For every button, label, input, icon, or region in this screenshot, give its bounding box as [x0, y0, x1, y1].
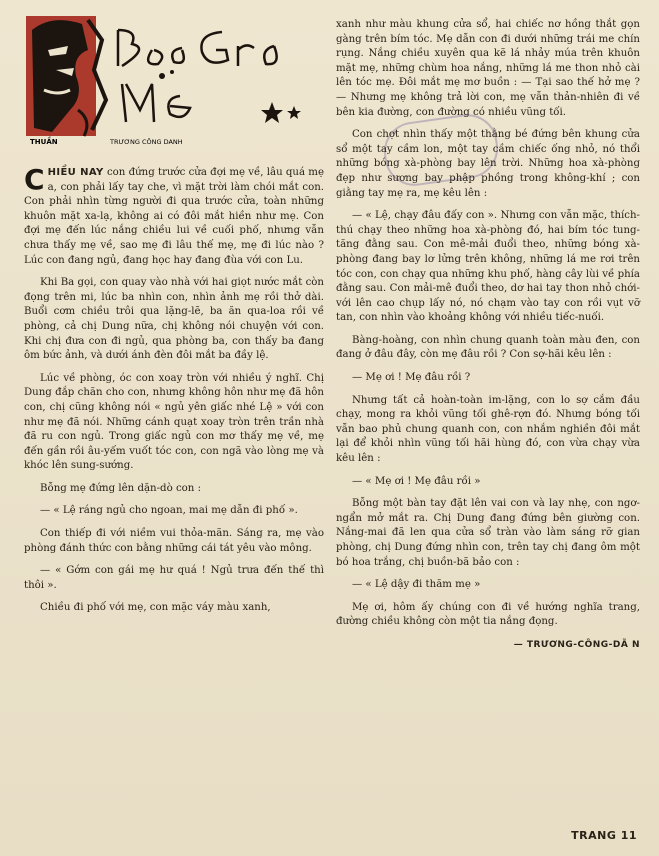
- paragraph: Lúc về phòng, óc con xoay tròn với nhiều ý nghĩ. Chị Dung đắp chăn cho con, nhưng không hôn như mẹ đã hôn con, chị cũng không nói « ngủ yên giấc nhé Lệ » với con như mẹ đã nói. Những cánh quạt xoay tròn trên trần nhà đã ru con ngủ. Trong giấc ngủ con mơ thấy mẹ về, mẹ đến gần rồi âu-yếm vuốt tóc con, con ngã vào lòng mẹ và khóc lên sung-sướng.: [24, 372, 324, 472]
- woodcut-face-icon: [26, 16, 106, 136]
- article-column-right: [336, 18, 640, 653]
- dialog-line: — « Gớm con gái mẹ hư quá ! Ngủ trưa đến thế thì thôi ».: [24, 565, 324, 591]
- paragraph: Con chợt nhìn thấy một thằng bé đứng bên khung cửa sổ một tay cầm lon, một tay cầm chiếc ống nhỏ, nó thổi những bóng xà-phòng bay lên trời. Những hoa xà-phòng đẹp như sương bay phập phồng trong không-khí ; con giằng tay mẹ ra, mẹ kêu lên :: [336, 129, 640, 199]
- title-lettering-icon: [118, 30, 277, 122]
- paragraph: Chiều đi phố với mẹ, con mặc váy màu xanh,: [40, 602, 271, 614]
- dialog-line: — « Lệ ráng ngủ cho ngoan, mai mẹ dẫn đi phố ».: [40, 505, 298, 517]
- paragraph: Bỗng mẹ đứng lên dặn-dò con :: [40, 482, 202, 494]
- author-signature: — TRƯƠNG-CÔNG-DÃ N: [513, 639, 640, 650]
- lead-words: HIỀU NAY: [47, 167, 104, 178]
- paragraph: Bàng-hoàng, con nhìn chung quanh toàn màu đen, con đang ở đâu đây, còn mẹ đâu rồi ? Con sợ-hãi kêu lên :: [336, 334, 640, 361]
- artist-credit: THUẦN: [30, 138, 58, 146]
- dropcap: C: [24, 163, 45, 196]
- opening-paragraph: [24, 163, 324, 268]
- title-illustration: [22, 10, 322, 150]
- dialog-line: — Mẹ ơi ! Mẹ đâu rồi ?: [352, 372, 471, 384]
- page-number: TRANG 11: [571, 829, 637, 842]
- dialog-line: — « Lệ, chạy đâu đấy con ». Nhưng con vẫn mặc, thích-thú chạy theo những hoa xà-phòng đó, hai bím tóc tung-tăng đằng sau. Con mê-mải đuổi theo, những bóng xà-phòng đang bay lơ lửng trên không, những lá me rơi trên tóc con, con chạy qua những khu phố, hàng cây lùi về phía đằng sau. Con mải-mê đuổi theo, dơ hai tay thon nhỏ chới-với lên cao chụp lấy nó, nó chạm vào tay con rồi vụt vỡ tan, con nhìn vào khoảng không với nhiều tiếc-nuối.: [336, 210, 640, 324]
- header-byline: TRƯƠNG CÔNG DANH: [110, 138, 183, 146]
- paragraph: Bỗng một bàn tay đặt lên vai con và lay nhẹ, con ngơ-ngẩn mở mắt ra. Chị Dung đang đứng bên giường con. Nắng-mai đã len qua cửa sổ tràn vào làm sáng rỡ gian phòng, chị Dung đứng nhìn con, trên tay chị đang ôm một bó hoa trắng, chị buồn-bã bảo con :: [336, 498, 640, 568]
- paragraph: Khi Ba gọi, con quay vào nhà với hai giọt nước mắt còn đọng trên mi, lúc ba nhìn con, nhìn ảnh mẹ rồi thở dài. Buổi cơm chiều trôi qua lặng-lẽ, ba ăn qua-loa rồi về phòng, cả chị Dung nữa, chị không nói chuyện với con. Khi chị đưa con đi ngủ, qua phòng ba, con thấy ba đang ôm bức ảnh, và dưới ánh đèn đôi mắt ba đầy lệ.: [24, 277, 324, 362]
- article-column-left: [24, 163, 324, 624]
- dialog-line: — « Mẹ ơi ! Mẹ đâu rồi »: [352, 475, 481, 487]
- paragraph-text: con đứng trước cửa đợi mẹ về, lâu quá mẹ a, con phải lấy tay che, vì mặt trời làm chói mắt con. Con phải nhìn từng người đi qua trước cửa, toàn những khuôn mặt xa-lạ, không ai có đôi mắt hiền như mẹ. Con đợi mẹ đến lúc nắng chiều lui về cuối phố, nhưng vẫn chưa thấy mẹ về, sao mẹ đi lâu thế mẹ, mẹ đi lúc nào ? Lúc con đang ngủ, đang học hay đang đùa với con Lu.: [24, 167, 324, 266]
- decorative-stars-icon: [159, 70, 301, 123]
- paragraph: xanh như màu khung cửa sổ, hai chiếc nơ hồng thắt gọn gàng trên bím tóc. Mẹ dẫn con đi dưới những trái me chín rụng. Nắng chiều xuyên qua kẽ lá nhảy múa trên khuôn mặt mẹ, những chùm hoa nắng, những lá me thon nhỏ cài lên tóc mẹ. Đôi mắt mẹ mơ buồn : — Tại sao thế hở mẹ ? — Nhưng mẹ không trả lời con, mẹ vẫn thản-nhiên đi về bên kia đường, con đường có nhiều vũng tối.: [336, 19, 640, 118]
- paragraph: Nhưng tất cả hoàn-toàn im-lặng, con lo sợ cắm đầu chạy, mong ra khỏi vũng tối ghê-rợn đó. Nhưng bóng tối vẫn bao phủ chung quanh con, con nhắm nghiền đôi mắt lại để khỏi nhìn vũng tối hãi hùng đó, con vừa chạy vừa kêu lên :: [336, 394, 640, 465]
- dialog-line: — « Lệ dậy đi thăm mẹ »: [352, 579, 481, 591]
- paragraph: Mẹ ơi, hôm ấy chúng con đi về hướng nghĩa trang, đường chiều không còn một tia nắng đọng.: [336, 601, 640, 628]
- paragraph: Con thiếp đi với niềm vui thỏa-mãn. Sáng ra, mẹ vào phòng đánh thức con bằng những cái tát yêu vào mông.: [24, 528, 324, 554]
